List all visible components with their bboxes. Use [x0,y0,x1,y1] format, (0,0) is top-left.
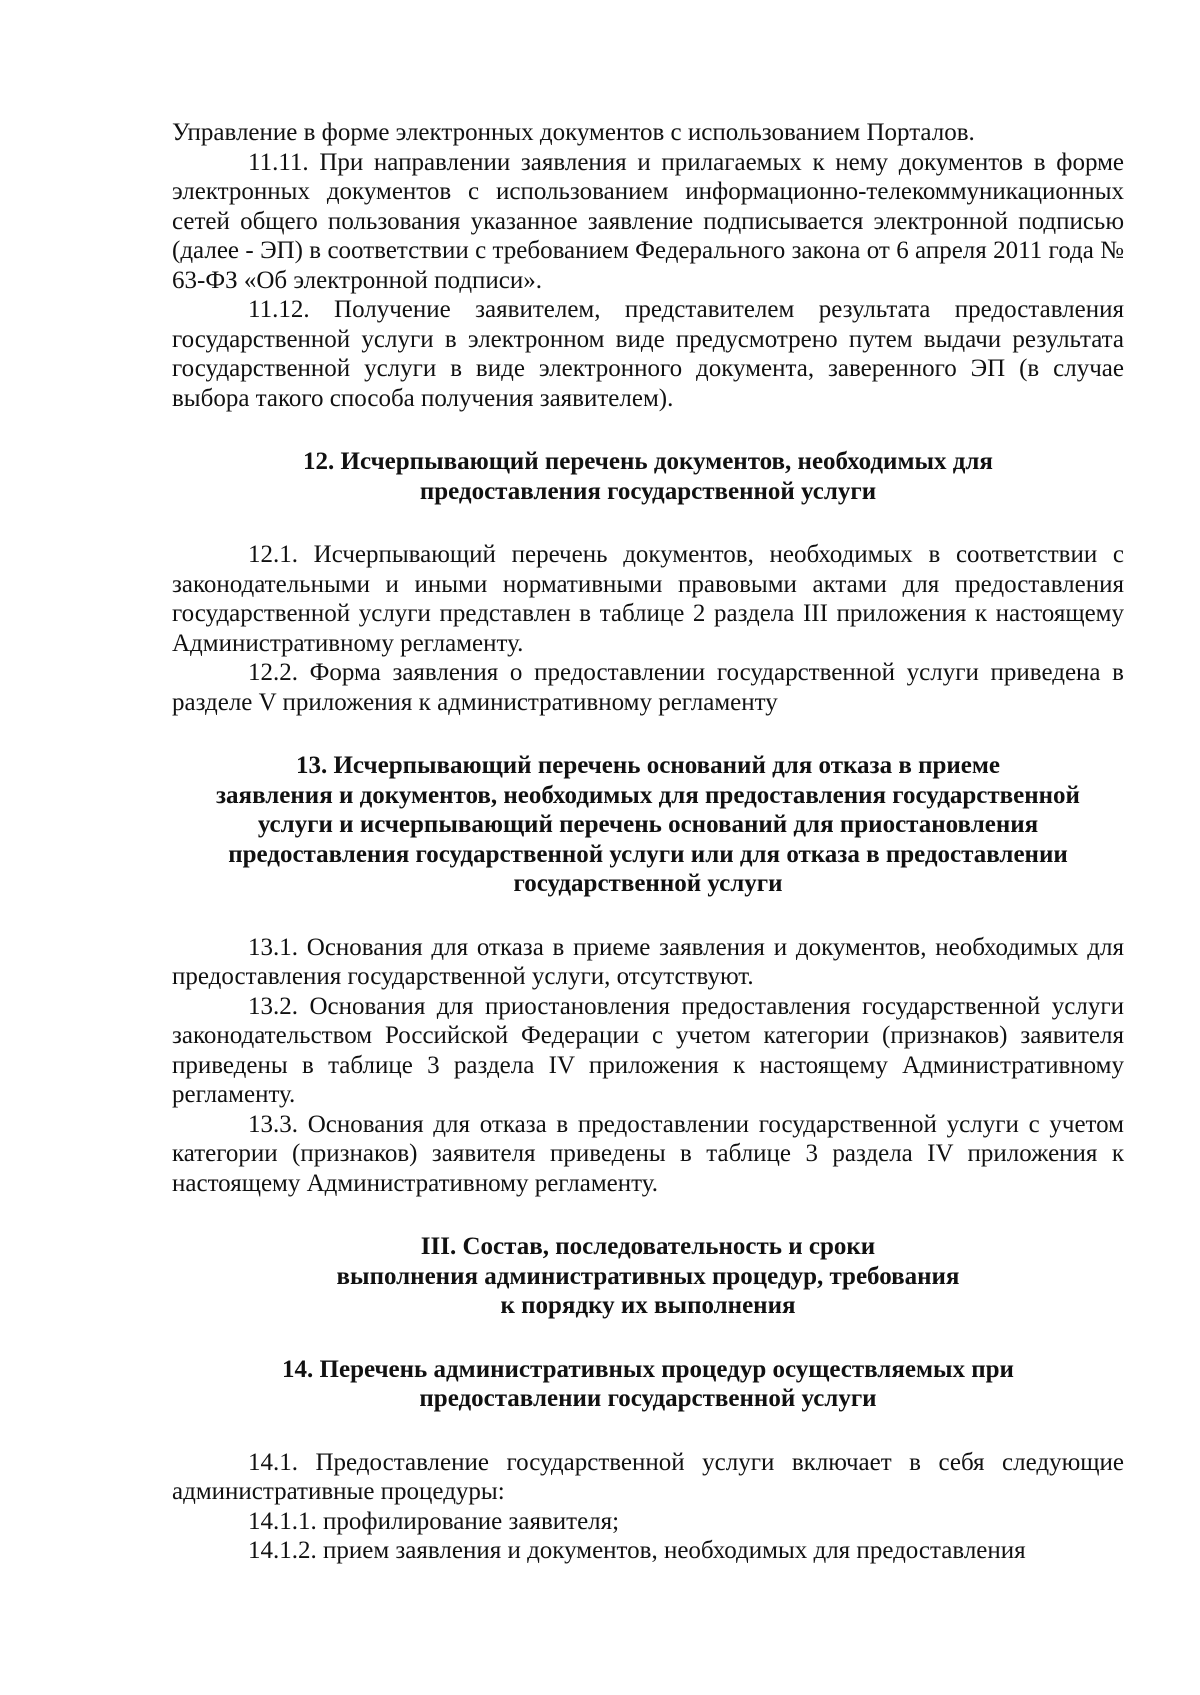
paragraph-14-1: 14.1. Предоставление государственной услуги включает в себя следующие административные процедуры: [172,1448,1124,1505]
heading-section-13 [172,751,1124,899]
heading-section-12 [172,447,1124,506]
heading-line: заявления и документов, необходимых для предоставления государственной [216,781,1080,809]
paragraph-14-1-1: 14.1.1. профилирование заявителя; [248,1507,620,1535]
heading-line: предоставления государственной услуги или для отказа в предоставлении [228,840,1068,868]
paragraph-12-1: 12.1. Исчерпывающий перечень документов, необходимых в соответствии с законодательными и иными нормативными правовыми актами для предоставления государственной услуги представлен в таблице 2 раздела III приложения к настоящему Административному регламенту. [172,541,1124,657]
paragraph-14-1-2: 14.1.2. прием заявления и документов, необходимых для предоставления [248,1537,1026,1564]
heading-line: 12. Исчерпывающий перечень документов, необходимых для [303,448,993,475]
heading-line: выполнения административных процедур, требования [336,1262,960,1290]
heading-line: 14. Перечень административных процедур осуществляемых при [282,1355,1014,1383]
paragraph-portals: Управление в форме электронных документов с использованием Порталов. [172,119,975,146]
heading-section-14 [172,1355,1124,1414]
heading-line: 13. Исчерпывающий перечень оснований для отказа в приеме [295,752,1001,779]
paragraph-13-1: 13.1. Основания для отказа в приеме заявления и документов, необходимых для предоставления государственной услуги, отсутствуют. [172,933,1124,990]
heading-line: предоставлении государственной услуги [419,1385,877,1412]
paragraph-12-2: 12.2. Форма заявления о предоставлении государственной услуги приведена в разделе V приложения к административному регламенту [172,659,1124,716]
paragraph-13-2: 13.2. Основания для приостановления предоставления государственной услуги законодательством Российской Федерации с учетом категории (признаков) заявителя приведены в таблице 3 раздела IV приложения к настоящему Административному регламенту. [172,992,1124,1108]
document-page [172,118,1124,1566]
heading-line: III. Состав, последовательность и сроки [420,1233,876,1260]
heading-line: государственной услуги [513,870,783,897]
paragraph-13-3: 13.3. Основания для отказа в предоставлении государственной услуги с учетом категории (признаков) заявителя приведены в таблице 3 раздела IV приложения к настоящему Административному регламенту. [172,1110,1124,1197]
heading-line: к порядку их выполнения [500,1292,796,1319]
heading-line: услуги и исчерпывающий перечень оснований для приостановления [257,811,1039,838]
paragraph-11-11: 11.11. При направлении заявления и прилагаемых к нему документов в форме электронных документов с использованием информационно-телекоммуникационных сетей общего пользования указанное заявление подписывается электронной подписью (далее - ЭП) в соответствии с требованием Федерального закона от 6 апреля 2011 года № 63-ФЗ «Об электронной подписи». [172,148,1124,294]
heading-line: предоставления государственной услуги [419,477,877,505]
heading-section-III [172,1232,1124,1321]
paragraph-11-12: 11.12. Получение заявителем, представителем результата предоставления государственной услуги в электронном виде предусмотрено путем выдачи результата государственной услуги в виде электронного документа, заверенного ЭП (в случае выбора такого способа получения заявителем). [172,296,1124,412]
